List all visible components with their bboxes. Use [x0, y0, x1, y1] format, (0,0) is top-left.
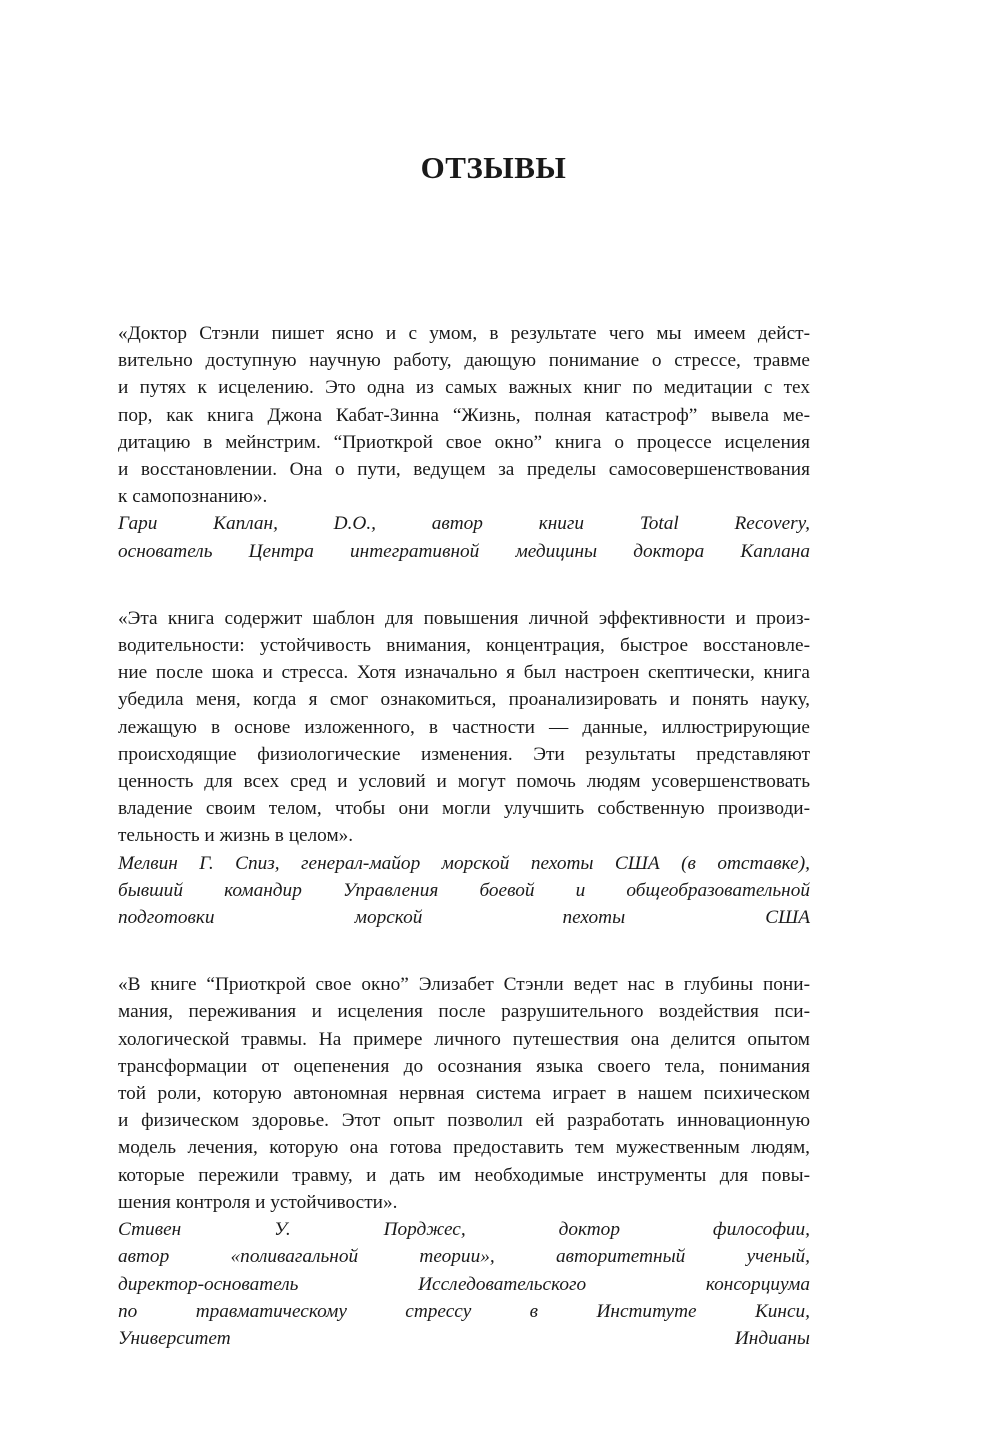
text-line: которые пережили травму, и дать им необходимые инструменты для повы- [118, 1164, 810, 1186]
review-attribution [118, 850, 810, 932]
text-line: трансформации от оцепенения до осознания языка своего тела, понимания [118, 1055, 810, 1077]
text-line: водительности: устойчивость внимания, концентрация, быстрое восстановле- [118, 635, 810, 657]
review-text [118, 320, 810, 510]
text-line: лежащую в основе изложенного, в частности — данные, иллюстрирующие [118, 716, 810, 738]
review-attribution [118, 510, 810, 564]
attribution-line: подготовки морской пехоты США [118, 907, 810, 929]
review-1 [118, 320, 810, 565]
text-line: убедила меня, когда я смог ознакомиться, проанализировать и понять науку, [118, 689, 810, 711]
review-text [118, 971, 810, 1216]
text-line: «В книге “Приоткрой свое окно” Элизабет Стэнли ведет нас в глубины пони- [118, 974, 810, 996]
text-line: и восстановлении. Она о пути, ведущем за пределы самосовершенствования [118, 459, 810, 481]
text-line: хологической травмы. На примере личного путешествия она делится опытом [118, 1028, 810, 1050]
text-line: и физическом здоровье. Этот опыт позволил ей разработать инновационную [118, 1110, 810, 1132]
text-line: происходящие физиологические изменения. Эти результаты представляют [118, 743, 810, 765]
text-line: тельность и жизнь в целом». [118, 825, 354, 847]
text-line: пор, как книга Джона Кабат-Зинна “Жизнь, полная катастроф” вывела ме- [118, 404, 810, 426]
text-line: вительно доступную научную работу, дающую понимание о стрессе, травме [118, 350, 810, 372]
text-line: ние после шока и стресса. Хотя изначально я был настроен скептически, книга [118, 662, 810, 684]
text-line: владение своим телом, чтобы они могли улучшить собственную производи- [118, 798, 810, 820]
text-line: и путях к исцелению. Это одна из самых важных книг по медитации с тех [118, 377, 810, 399]
text-line: той роли, которую автономная нервная система играет в нашем психическом [118, 1083, 810, 1105]
attribution-line: Университет Индианы [118, 1327, 810, 1349]
text-line: дитацию в мейнстрим. “Приоткрой свое окно” книга о процессе исцеления [118, 431, 810, 453]
review-text [118, 605, 810, 850]
attribution-line: бывший командир Управления боевой и общеобразовательной [118, 879, 810, 901]
text-line: модель лечения, которую она готова предоставить тем мужественным людям, [118, 1137, 810, 1159]
attribution-line: Стивен У. Порджес, доктор философии, [118, 1219, 810, 1241]
attribution-line: автор «поливагальной теории», авторитетный ученый, [118, 1246, 810, 1268]
review-2 [118, 605, 810, 931]
page-title: ОТЗЫВЫ [420, 150, 567, 185]
text-line: ценность для всех сред и условий и могут помочь людям усовершенствовать [118, 771, 810, 793]
review-3 [118, 971, 810, 1352]
text-line: «Эта книга содержит шаблон для повышения личной эффективности и произ- [118, 607, 810, 629]
review-attribution [118, 1216, 810, 1352]
text-line: мания, переживания и исцеления после разрушительного воздействия пси- [118, 1001, 810, 1023]
attribution-line: Мелвин Г. Спиз, генерал-майор морской пехоты США (в отставке), [118, 852, 810, 874]
attribution-line: по травматическому стрессу в Институте Кинси, [118, 1300, 810, 1322]
text-line: шения контроля и устойчивости». [118, 1191, 398, 1213]
text-line: к самопознанию». [118, 486, 268, 508]
attribution-line: Гари Каплан, D.O., автор книги Total Recovery, [118, 513, 810, 535]
attribution-line: основатель Центра интегративной медицины доктора Каплана [118, 540, 810, 562]
attribution-line: директор-основатель Исследовательского консорциума [118, 1273, 810, 1295]
text-line: «Доктор Стэнли пишет ясно и с умом, в результате чего мы имеем дейст- [118, 323, 810, 344]
reviews-section [118, 320, 810, 1392]
